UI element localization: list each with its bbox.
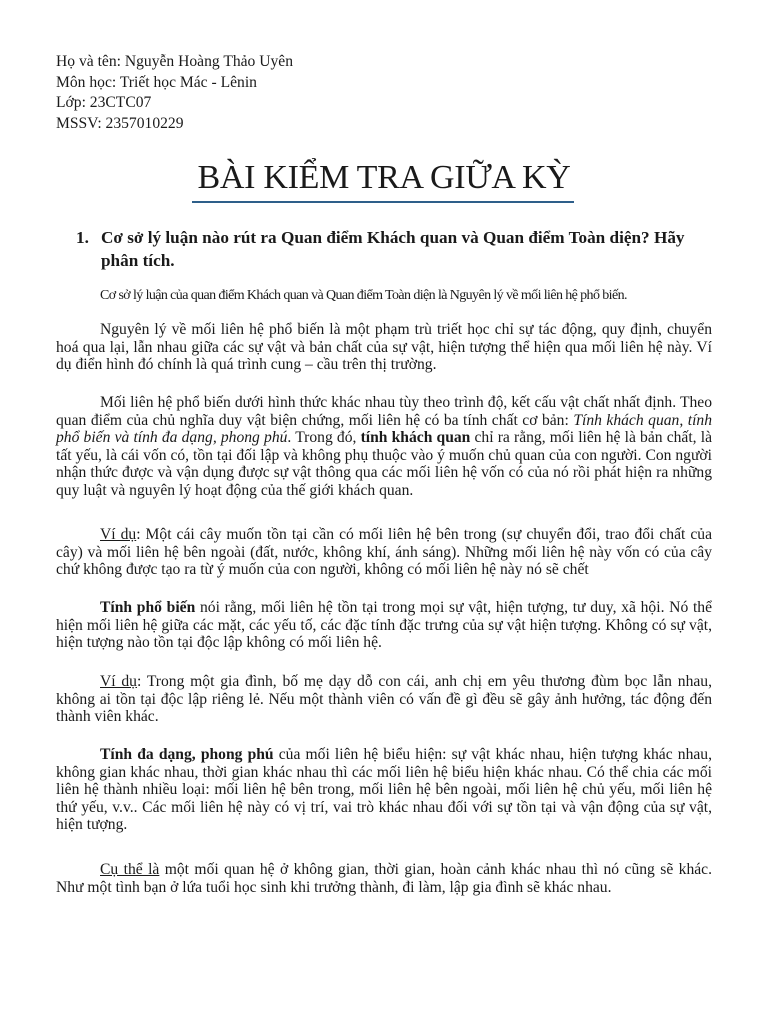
p2-text-c: chỉ ra rằng, mối liên hệ là bản chất, là tất yếu, là cái vốn có, tồn tại đối lập và không phụ thuộc vào ý muốn chủ quan của con người. Con người nhận thức được và vận dụng được sự vật thông qua các mối liên hệ vốn có của nó rồi phát hiện ra những quy luật và nguyên lý hoạt động của thế giới khách quan. — [56, 429, 713, 499]
universality-term: Tính phổ biến — [100, 599, 196, 616]
question-number: 1. — [76, 228, 89, 247]
example-label: Ví dụ — [100, 673, 137, 690]
student-id: MSSV: 2357010229 — [56, 114, 184, 132]
paragraph-properties — [56, 394, 712, 499]
paragraph-example-tree — [56, 526, 712, 579]
title-underline — [192, 201, 574, 203]
paragraph-definition: Nguyên lý về mối liên hệ phổ biến là một phạm trù triết học chỉ sự tác động, quy định, chuyển hoá qua lại, lẫn nhau giữa các sự vật và bản chất của sự vật, hiện tượng thể hiện qua mối liên hệ này. Ví dụ điển hình đó chính là quá trình cung – cầu trên thị trường. — [56, 321, 712, 373]
student-info — [56, 52, 293, 134]
diversity-text: của mối liên hệ biểu hiện: sự vật khác nhau, hiện tượng khác nhau, không gian khác nhau, thời gian khác nhau thì các mối liên hệ biểu hiện khác nhau. Có thể chia các mối liên hệ thành nhiều loại: mối liên hệ bên trong, mối liên hệ bên ngoài, mối liên hệ chủ yếu, mối liên hệ thứ yếu, v.v.. Các mối liên hệ này có vị trí, vai trò khác nhau đối với sự tồn tại và vận động của sự vật, hiện tượng. — [56, 746, 712, 833]
p2-italic-properties: Tính khách quan, tính phổ biến và tính đa dạng, phong phú — [56, 411, 712, 446]
example-text: : Trong một gia đình, bố mẹ dạy dỗ con cái, anh chị em yêu thương đùm bọc lẫn nhau, không ai tồn tại độc lập riêng lẻ. Nếu một thành viên có vấn đề gì đều sẽ gây ảnh hưởng, tác động đến thành viên khác. — [56, 673, 712, 725]
p2-text-a: Mối liên hệ phổ biến dưới hình thức khác nhau tùy theo trình độ, kết cấu vật chất nhất định. Theo quan điểm của chủ nghĩa duy vật biện chứng, mối liên hệ có ba tính chất cơ bản: — [56, 394, 712, 429]
p2-text-b: . Trong đó, — [287, 429, 361, 446]
paragraph-example-family — [56, 673, 712, 726]
answer-summary: Cơ sở lý luận của quan điểm Khách quan và Quan điểm Toàn diện là Nguyên lý về mối liên hệ phổ biến. — [100, 288, 627, 303]
class-code: Lớp: 23CTC07 — [56, 94, 152, 111]
example-label: Ví dụ — [100, 526, 137, 543]
paragraph-specific — [56, 861, 712, 896]
page-title: BÀI KIỂM TRA GIỮA KỲ — [197, 159, 571, 196]
specific-text: một mối quan hệ ở không gian, thời gian, hoàn cảnh khác nhau thì nó cũng sẽ khác. Như một tình bạn ở lứa tuổi học sinh khi trưởng thành, đi làm, lập gia đình sẽ khác nhau. — [56, 861, 712, 896]
paragraph-diversity — [56, 746, 712, 834]
p2-bold-objective: tính khách quan — [360, 429, 471, 446]
question-text: Cơ sở lý luận nào rút ra Quan điểm Khách quan và Quan điểm Toàn diện? Hãy phân tích. — [101, 228, 685, 270]
paragraph-universality — [56, 599, 712, 652]
subject: Môn học: Triết học Mác - Lênin — [56, 73, 257, 91]
example-text: : Một cái cây muốn tồn tại cần có mối liên hệ bên trong (sự chuyển đổi, trao đổi chất của cây) và mối liên hệ bên ngoài (đất, nước, không khí, ánh sáng). Những mối liên hệ này vốn có của cây chứ không được tạo ra từ ý muốn của con người, không có mối liên hệ này nó sẽ chết — [56, 526, 712, 578]
specific-label: Cụ thể là — [100, 861, 160, 878]
diversity-term: Tính đa dạng, phong phú — [100, 746, 274, 763]
universality-text: nói rằng, mối liên hệ tồn tại trong mọi sự vật, hiện tượng, tư duy, xã hội. Nó thể hiện mối liên hệ giữa các mặt, các yếu tố, các đặc tính đặc trưng của sự vật hiện tượng. Không có sự vật, hiện tượng nào tồn tại độc lập không có mối liên hệ. — [56, 599, 713, 651]
student-name: Họ và tên: Nguyễn Hoàng Thảo Uyên — [56, 53, 294, 70]
